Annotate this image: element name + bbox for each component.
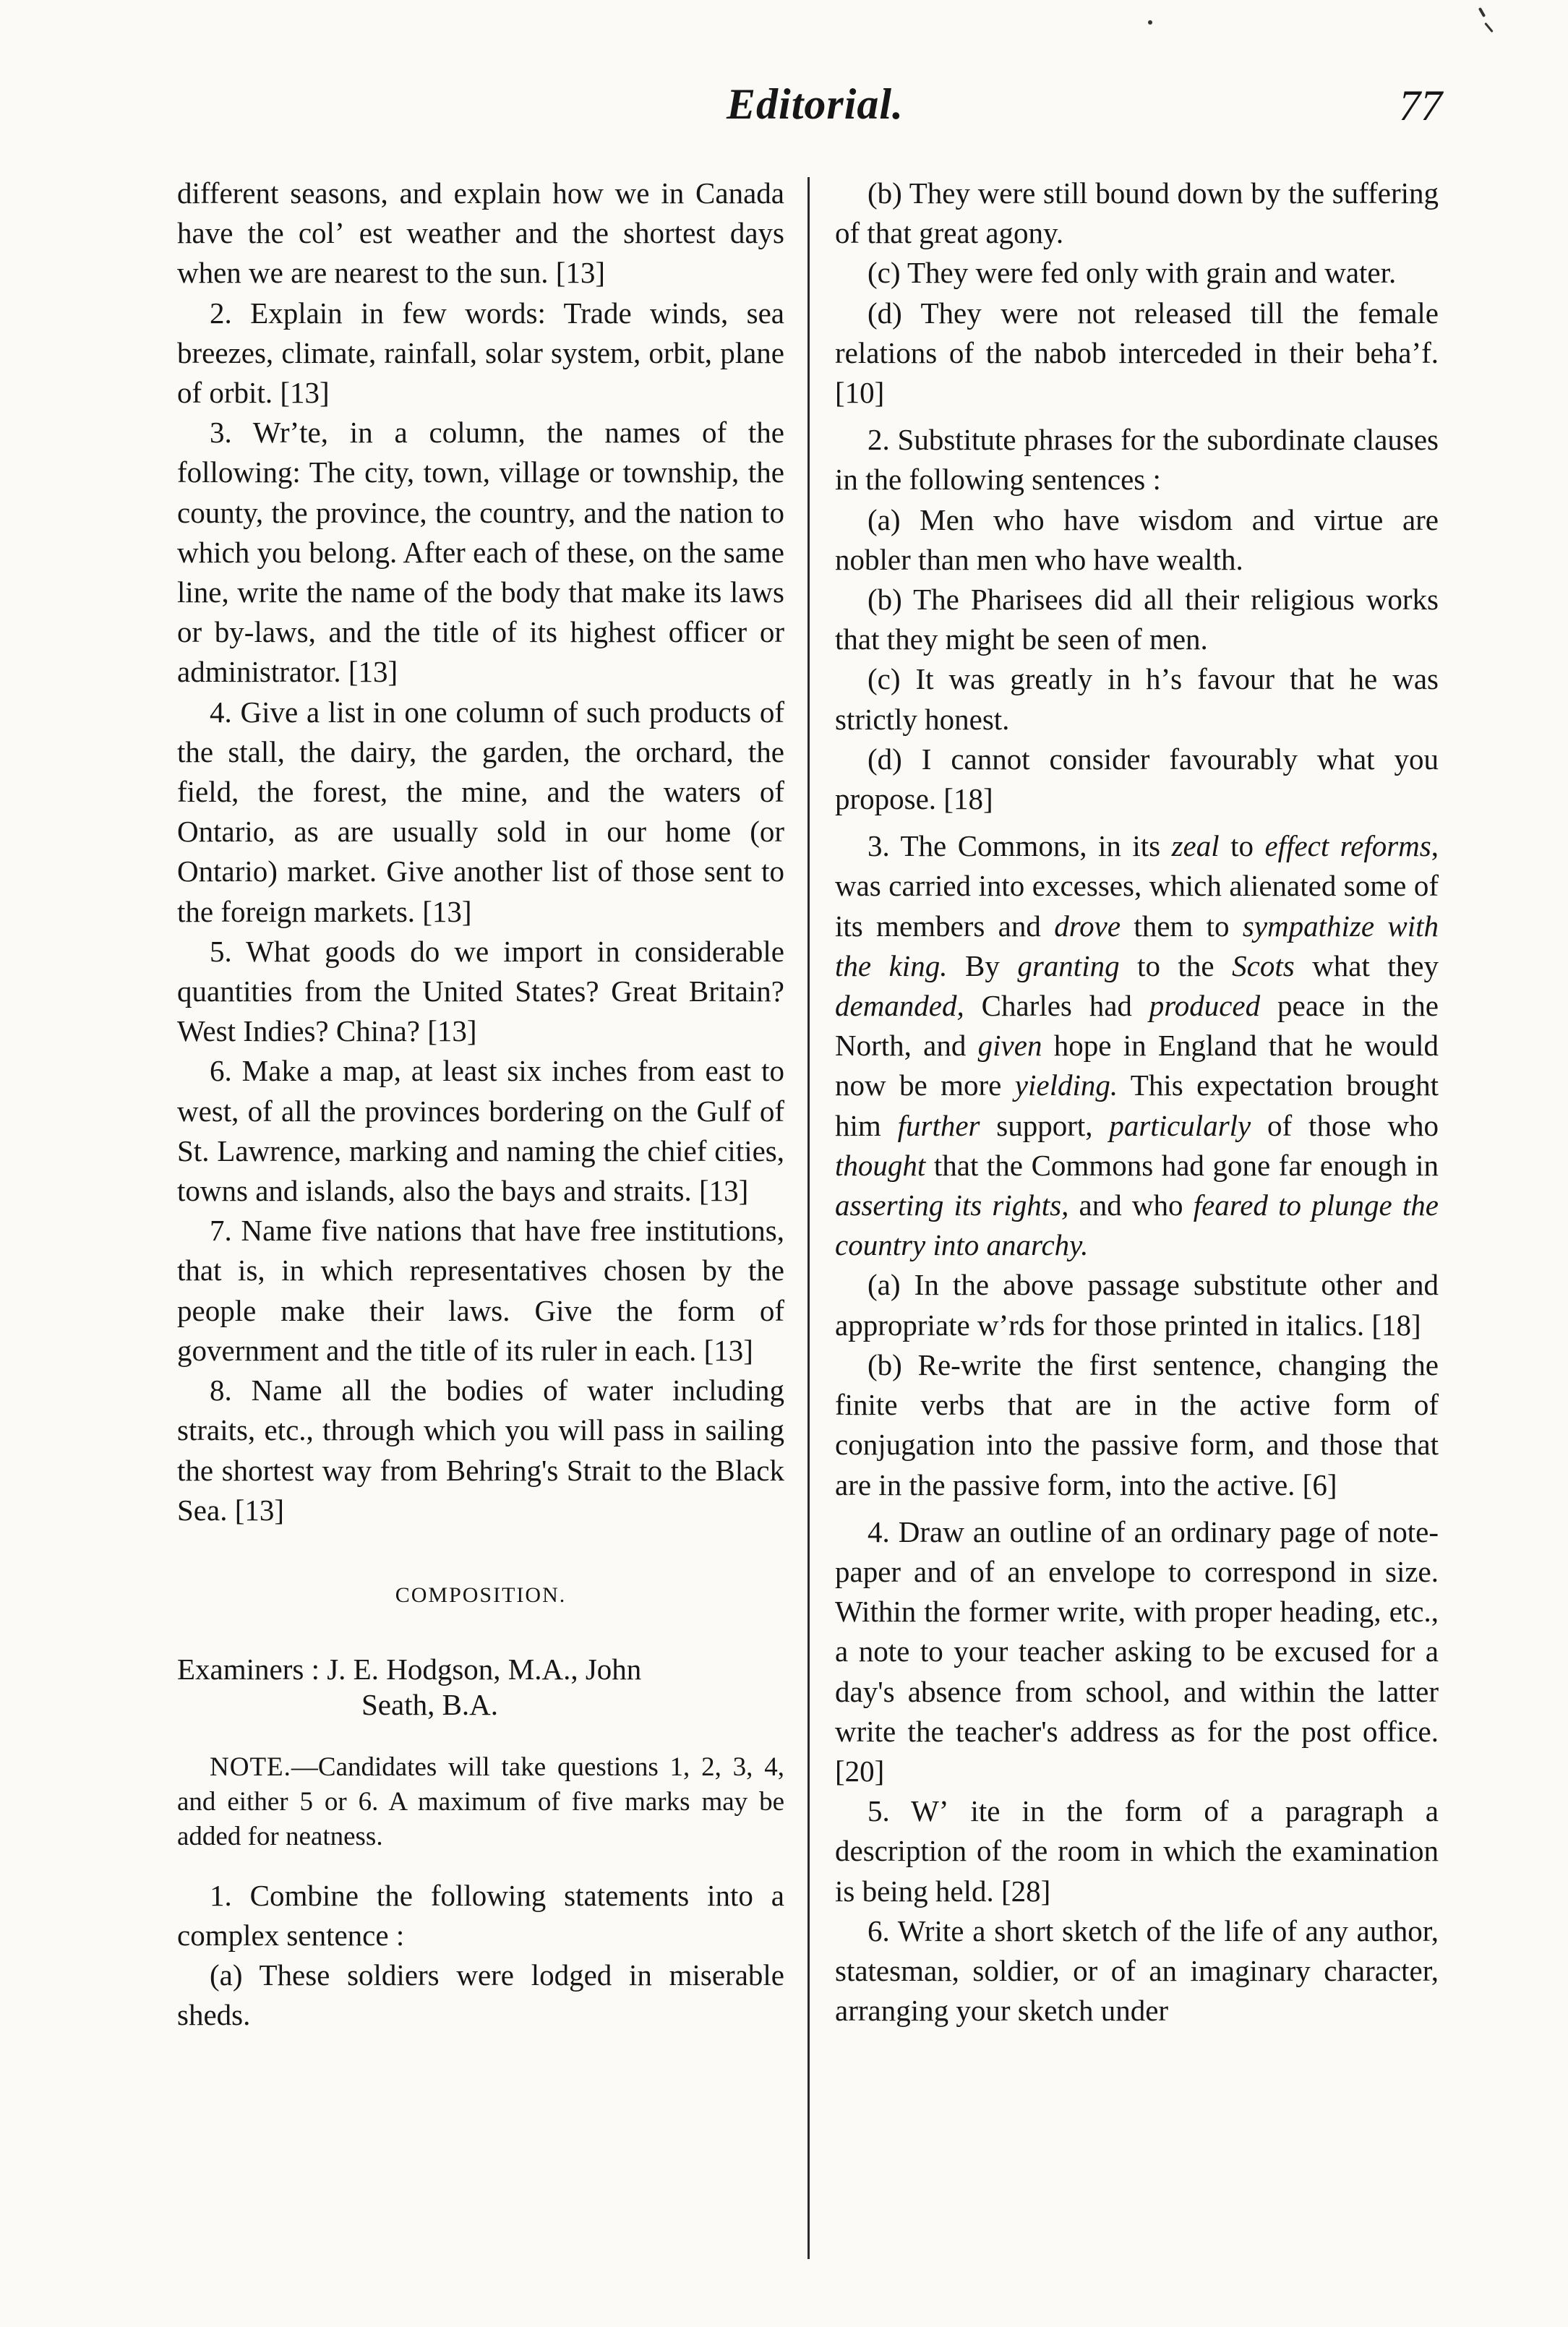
question-3-passage <box>835 826 1439 1265</box>
italic-word: effect reforms <box>1264 829 1431 863</box>
section-heading: COMPOSITION. <box>395 1582 567 1607</box>
passage-text: what they <box>1294 948 1439 982</box>
question-3: 3. Wrʼte, in a column, the names of the following: The city, town, village or township, the county, the province, the country, and the nation to which you belong. After each of these, on the same line, write the name of the body that make its laws or by-laws, and the title of its highest officer or administrator. [13] <box>177 416 784 689</box>
note-lead: NOTE. <box>210 1752 291 1782</box>
print-speck <box>1478 7 1486 17</box>
italic-word: produced <box>1149 989 1261 1023</box>
examiners-line <box>177 1650 784 1725</box>
passage-text: peace in the North, and <box>835 989 1439 1063</box>
note-paragraph <box>177 1750 784 1854</box>
question-1c: (c) They were fed only with grain and water. <box>867 256 1397 290</box>
italic-word: feared to plunge the country into anarchy. <box>835 1188 1439 1262</box>
passage-text: hope in England that he would now be more <box>835 1029 1439 1102</box>
composition-question-1: 1. Combine the following statements into a complex sentence : <box>177 1878 784 1952</box>
italic-word: thought <box>835 1148 926 1182</box>
question-1d: (d) They were not released till the female relations of the nabob interceded in their behaʼf. [10] <box>835 296 1439 410</box>
print-speck <box>1484 22 1494 33</box>
question-6: 6. Write a short sketch of the life of any author, statesman, soldier, or of an imaginary character, arranging your sketch under <box>835 1914 1439 2028</box>
running-header: Editorial. <box>727 80 904 128</box>
passage-text: that the Commons had gone far enough in <box>925 1148 1439 1182</box>
question-6: 6. Make a map, at least six inches from east to west, of all the provinces bordering on the Gulf of St. Lawrence, marking and naming the chief cities, towns and islands, also the bays and straits. [13] <box>177 1054 784 1208</box>
italic-word: Scots <box>1232 948 1295 982</box>
passage-text: to the <box>1119 948 1233 982</box>
italic-word: sympathize with the king. <box>835 909 1439 982</box>
question-1b: (b) They were still bound down by the suffering of that great agony. <box>835 176 1439 250</box>
question-2d: (d) I cannot consider favourably what you propose. [18] <box>835 742 1439 816</box>
examiners-names-cont: Seath, B.A. <box>361 1688 499 1722</box>
left-column <box>177 173 784 2035</box>
italic-word: given <box>977 1029 1042 1063</box>
question-2c: (c) It was greatly in hʼs favour that he was strictly honest. <box>835 662 1439 736</box>
italic-word: asserting its rights, <box>835 1188 1069 1222</box>
question-3b: (b) Re-write the first sentence, changing the finite verbs that are in the active form of conjugation into the passive form, and those that are in the passive form, into the active. [6] <box>835 1347 1439 1501</box>
question-4: 4. Give a list in one column of such products of the stall, the dairy, the garden, the orchard, the field, the forest, the mine, and the waters of Ontario, as are usually sold in our home (or Ontario) market. Give another list of those sent to the foreign markets. [13] <box>177 695 784 928</box>
passage-text: of those who <box>1251 1108 1439 1142</box>
question-4: 4. Draw an outline of an ordinary page of note-paper and of an envelope to correspond in size. Within the former write, with proper heading, etc., a note to your teacher asking to be excused for a day's absence from school, and within the latter write the teacher's address as for the post office. [20] <box>835 1514 1439 1788</box>
note-text: —Candidates will take questions 1, 2, 3, 4, and either 5 or 6. A maximum of five marks may be added for neatness. <box>177 1752 784 1851</box>
question-8: 8. Name all the bodies of water including straits, etc., through which you will pass in sailing the shortest way from Behring's Strait to the Black Sea. [13] <box>177 1374 784 1527</box>
passage-text: and who <box>1068 1188 1194 1222</box>
passage-text: 3. The Commons, in its <box>867 829 1172 863</box>
question-5: 5. Wʼ ite in the form of a paragraph a description of the room in which the examination is being held. [28] <box>835 1794 1439 1908</box>
question-7: 7. Name five nations that have free institutions, that is, in which representatives chosen by the people make their laws. Give the form of government and the title of its ruler in each. [13] <box>177 1214 784 1367</box>
composition-question-1a: (a) These soldiers were lodged in miserable sheds. <box>177 1958 784 2032</box>
question-2a: (a) Men who have wisdom and virtue are nobler than men who have wealth. <box>835 502 1439 576</box>
print-speck <box>1148 20 1152 25</box>
page-number: 77 <box>1399 82 1442 129</box>
passage-text: , was carried into excesses, which alienated some of its members and <box>835 829 1439 943</box>
italic-word: zeal <box>1171 829 1220 863</box>
question-3a: (a) In the above passage substitute other and appropriate wʼrds for those printed in italics. [18] <box>835 1268 1439 1342</box>
passage-text: to <box>1219 829 1265 863</box>
column-divider <box>807 177 810 2259</box>
passage-text: By <box>947 948 1018 982</box>
question-5: 5. What goods do we import in considerable quantities from the United States? Great Britain? West Indies? China? [13] <box>177 934 784 1048</box>
italic-word: demanded, <box>835 989 964 1023</box>
examiners-names: Examiners : J. E. Hodgson, M.A., John <box>177 1653 642 1687</box>
question-2: 2. Explain in few words: Trade winds, sea breezes, climate, rainfall, solar system, orbit, plane of orbit. [13] <box>177 296 784 410</box>
question-2: 2. Substitute phrases for the subordinate clauses in the following sentences : <box>835 423 1439 497</box>
italic-word: yielding. <box>1014 1068 1118 1102</box>
passage-text: support, <box>980 1108 1110 1142</box>
italic-word: granting <box>1017 948 1120 982</box>
italic-word: further <box>897 1108 980 1142</box>
italic-word: particularly <box>1109 1108 1251 1142</box>
right-column <box>835 173 1439 2031</box>
passage-text: them to <box>1121 909 1243 943</box>
passage-text: This expectation brought him <box>835 1068 1439 1142</box>
italic-word: drove <box>1054 909 1121 943</box>
question-2b: (b) The Pharisees did all their religious works that they might be seen of men. <box>835 583 1439 656</box>
passage-text: Charles had <box>964 989 1149 1023</box>
paragraph-continued: different seasons, and explain how we in Canada have the colʼ est weather and the shortest days when we are nearest to the sun. [13] <box>177 176 784 290</box>
